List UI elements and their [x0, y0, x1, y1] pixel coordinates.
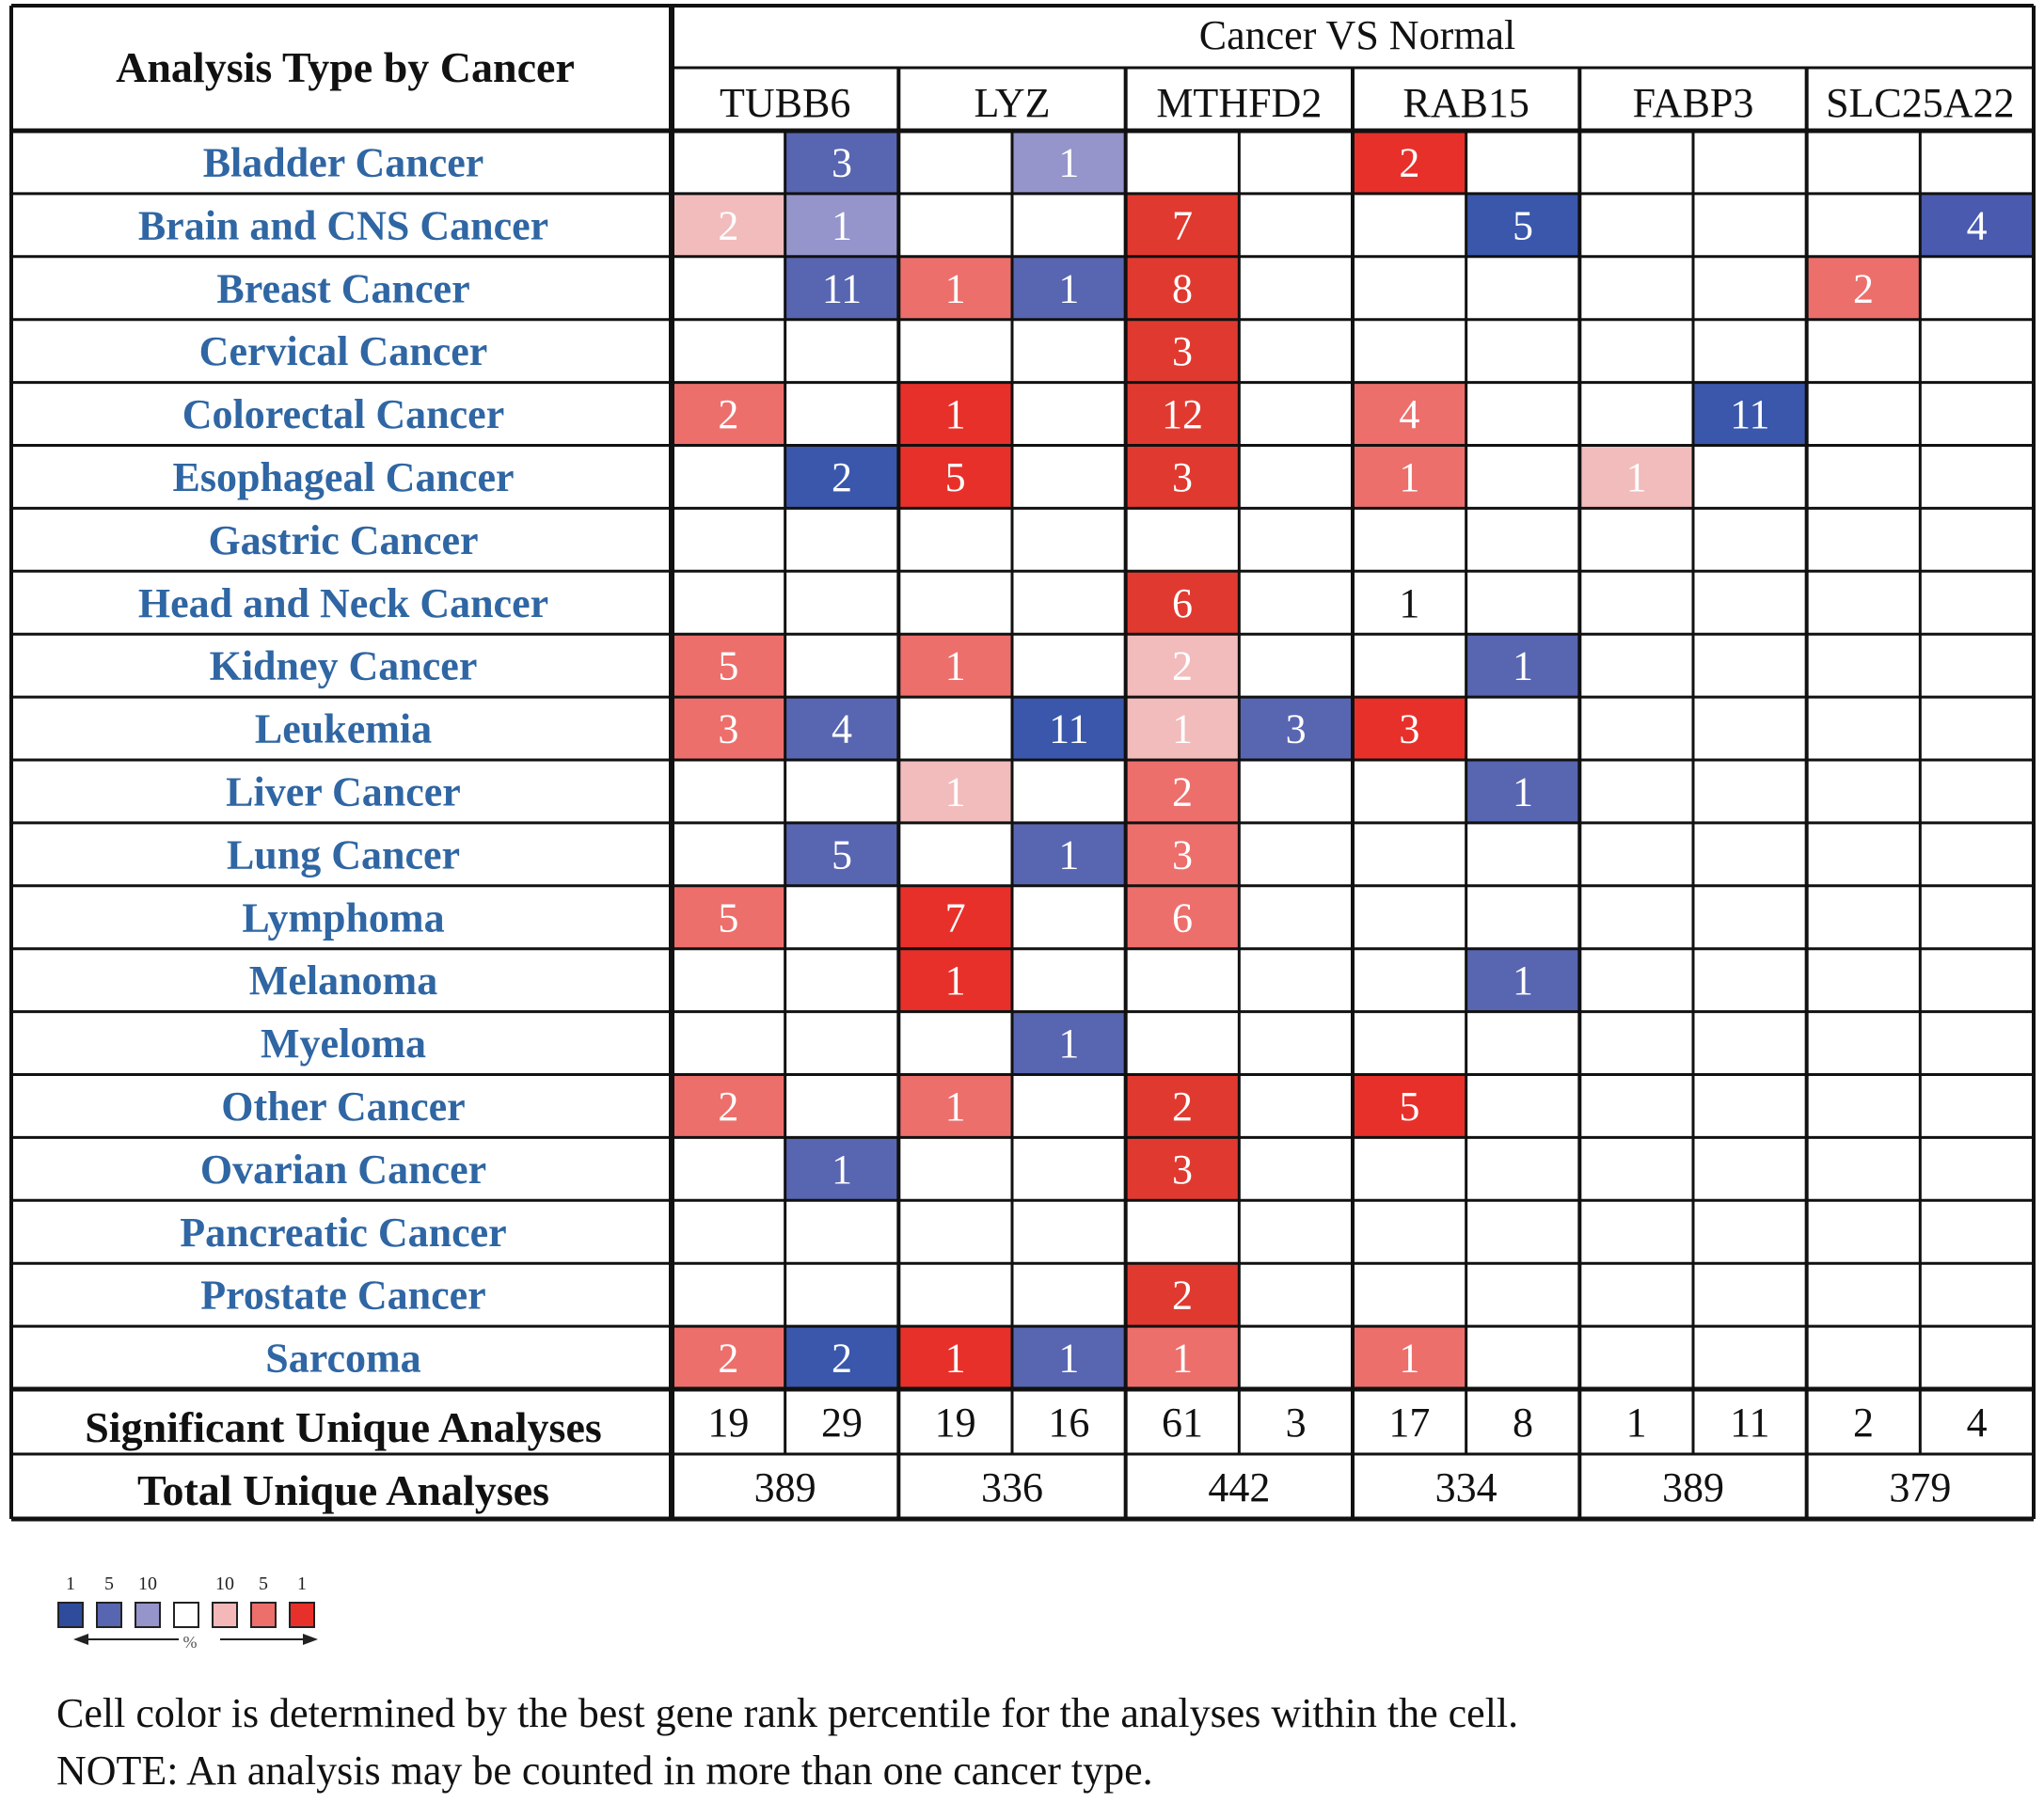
row-header-label: Analysis Type by Cancer — [116, 43, 575, 91]
legend-tick-label: 1 — [66, 1574, 75, 1594]
legend-swatch — [135, 1603, 160, 1627]
legend-arrowhead-right — [303, 1634, 318, 1645]
gene-header-slc25a22: SLC25A22 — [1826, 80, 2015, 126]
significant-value: 16 — [1048, 1400, 1090, 1446]
cell-value: 1 — [944, 642, 966, 689]
cell-value: 2 — [1172, 768, 1193, 815]
cell-value: 1 — [1058, 831, 1080, 878]
row-label: Ovarian Cancer — [199, 1146, 487, 1193]
row-label: Myeloma — [261, 1020, 426, 1068]
cell-value: 2 — [832, 1335, 852, 1382]
significant-value: 17 — [1388, 1400, 1431, 1446]
legend-tick-label: 10 — [138, 1574, 157, 1594]
row-label: Liver Cancer — [226, 768, 461, 815]
row-label: Head and Neck Cancer — [137, 579, 549, 626]
cell-value: 1 — [1625, 453, 1647, 500]
cell-value: 1 — [832, 1146, 852, 1193]
row-label: Kidney Cancer — [209, 642, 478, 689]
legend-swatch — [290, 1603, 314, 1627]
cell-value: 1 — [1058, 265, 1080, 312]
cell-value: 1 — [1399, 1335, 1420, 1382]
significant-value: 2 — [1853, 1400, 1874, 1446]
cell-value: 5 — [944, 453, 966, 500]
legend-percent-label: % — [182, 1633, 198, 1652]
cell-value: 12 — [1162, 391, 1203, 438]
cell-value: 6 — [1172, 894, 1193, 941]
gene-header-fabp3: FABP3 — [1632, 80, 1754, 126]
total-row-label: Total Unique Analyses — [137, 1466, 549, 1514]
significant-value: 8 — [1513, 1400, 1533, 1446]
cell-value: 1 — [1513, 768, 1533, 815]
legend-tick-label: 10 — [215, 1574, 234, 1594]
cell-value: 2 — [718, 1335, 739, 1382]
note-line-1: Cell color is determined by the best gene rank percentile for the analyses within the cell. — [56, 1690, 1519, 1736]
row-label: Sarcoma — [265, 1335, 421, 1382]
legend-arrowhead-left — [73, 1634, 88, 1645]
cell-value: 1 — [1058, 139, 1080, 186]
cell-value: 7 — [944, 894, 966, 941]
cell-value: 11 — [821, 265, 863, 312]
cell-value: 11 — [1049, 705, 1089, 752]
cell-value: 1 — [1399, 453, 1420, 500]
cell-value: 1 — [1399, 579, 1420, 626]
significant-value: 4 — [1966, 1400, 1988, 1446]
cell-value: 1 — [1058, 1335, 1080, 1382]
legend-swatch — [58, 1603, 83, 1627]
cell-value: 3 — [1285, 705, 1307, 752]
row-label: Esophageal Cancer — [172, 453, 515, 500]
cell-value: 2 — [1853, 265, 1874, 312]
cell-value: 2 — [718, 391, 739, 438]
total-value: 442 — [1208, 1464, 1271, 1510]
cell-value: 1 — [1513, 642, 1533, 689]
gene-header-lyz: LYZ — [974, 80, 1051, 126]
legend-swatch — [251, 1603, 276, 1627]
row-label: Gastric Cancer — [208, 516, 479, 563]
cell-value: 3 — [1172, 453, 1193, 500]
total-value: 389 — [753, 1464, 816, 1510]
gene-header-mthfd2: MTHFD2 — [1156, 80, 1323, 126]
legend-tick-label: 1 — [297, 1574, 307, 1594]
row-label: Colorectal Cancer — [182, 391, 505, 438]
cell-value: 2 — [1172, 1272, 1193, 1319]
cell-value: 1 — [944, 1335, 966, 1382]
cell-value: 3 — [1172, 328, 1193, 375]
legend-tick-label: 5 — [259, 1574, 268, 1594]
legend-swatch — [97, 1603, 121, 1627]
cell-value: 1 — [1513, 957, 1533, 1004]
cell-value: 4 — [1399, 391, 1420, 438]
cell-value: 2 — [832, 453, 852, 500]
cell-value: 2 — [718, 1083, 739, 1130]
cell-value: 8 — [1172, 265, 1193, 312]
gene-header-rab15: RAB15 — [1402, 80, 1529, 126]
cell-value: 3 — [718, 705, 739, 752]
cell-value: 1 — [944, 768, 966, 815]
cell-value: 7 — [1172, 202, 1193, 249]
significant-value: 19 — [934, 1400, 976, 1446]
cell-value: 3 — [1399, 705, 1420, 752]
cell-value: 5 — [1399, 1083, 1420, 1130]
cell-value: 6 — [1172, 579, 1193, 626]
row-label: Lymphoma — [242, 894, 445, 941]
legend-swatch — [174, 1603, 198, 1627]
row-label: Brain and CNS Cancer — [137, 202, 549, 249]
row-label: Lung Cancer — [226, 831, 461, 878]
cell-value: 2 — [1399, 139, 1420, 186]
cell-value: 1 — [1058, 1020, 1080, 1068]
cell-value: 3 — [1172, 1146, 1193, 1193]
significant-value: 3 — [1285, 1400, 1307, 1446]
row-label: Pancreatic Cancer — [180, 1209, 507, 1256]
cell-value: 4 — [832, 705, 852, 752]
cell-value: 5 — [1513, 202, 1533, 249]
row-label: Melanoma — [248, 957, 438, 1004]
cell-value: 11 — [1730, 391, 1770, 438]
cell-value: 1 — [944, 391, 966, 438]
significant-value: 11 — [1730, 1400, 1770, 1446]
cell-value: 2 — [1172, 1083, 1193, 1130]
note-line-2: NOTE: An analysis may be counted in more than one cancer type. — [56, 1748, 1153, 1794]
cell-value: 5 — [718, 642, 739, 689]
cell-value: 3 — [1172, 831, 1193, 878]
cell-value: 1 — [1172, 705, 1193, 752]
cell-value: 1 — [944, 957, 966, 1004]
cell-value: 2 — [1172, 642, 1193, 689]
cell-value: 1 — [944, 265, 966, 312]
cell-value: 5 — [832, 831, 852, 878]
total-value: 334 — [1434, 1464, 1497, 1510]
legend-swatch — [213, 1603, 237, 1627]
total-value: 379 — [1889, 1464, 1952, 1510]
cell-value: 2 — [718, 202, 739, 249]
row-label: Cervical Cancer — [198, 328, 488, 375]
significant-value: 1 — [1625, 1400, 1647, 1446]
legend-tick-label: 5 — [104, 1574, 114, 1594]
significant-value: 19 — [707, 1400, 750, 1446]
total-value: 389 — [1662, 1464, 1724, 1510]
significant-value: 61 — [1162, 1400, 1203, 1446]
row-label: Prostate Cancer — [200, 1272, 486, 1319]
cell-value: 1 — [1172, 1335, 1193, 1382]
cell-value: 1 — [944, 1083, 966, 1130]
cell-value: 4 — [1966, 202, 1988, 249]
cell-value: 1 — [832, 202, 852, 249]
cell-value: 5 — [718, 894, 739, 941]
row-label: Breast Cancer — [216, 265, 470, 312]
cell-value: 3 — [832, 139, 852, 186]
gene-header-tubb6: TUBB6 — [719, 80, 851, 126]
total-value: 336 — [981, 1464, 1043, 1510]
row-label: Leukemia — [254, 705, 433, 752]
row-label: Bladder Cancer — [202, 139, 484, 186]
significant-row-label: Significant Unique Analyses — [85, 1403, 602, 1451]
significant-value: 29 — [821, 1400, 863, 1446]
row-label: Other Cancer — [221, 1083, 466, 1130]
chart-title: Cancer VS Normal — [1198, 12, 1516, 58]
